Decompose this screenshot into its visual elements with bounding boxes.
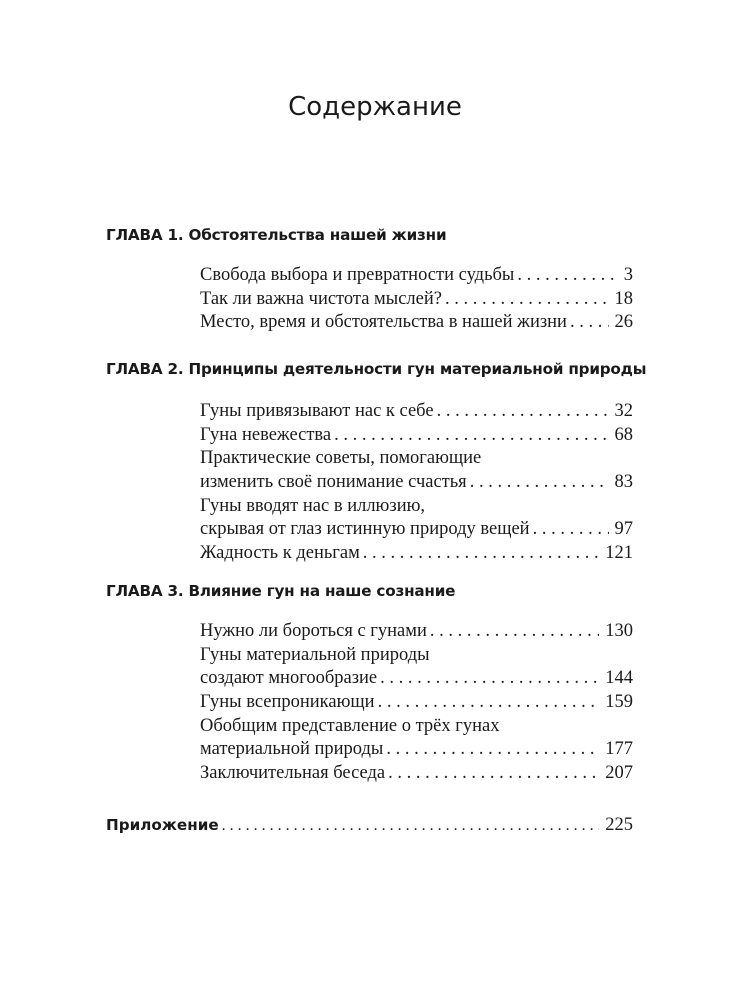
toc-entry-title: Жадность к деньгам [200,543,360,564]
toc-entry-page: 18 [614,288,633,309]
toc-entry[interactable] [200,762,633,786]
toc-entry-title: Гуны материальной природы [200,644,430,665]
leader-dots [331,424,608,448]
toc-entry-title: Обобщим представление о трёх гунах [200,715,500,736]
toc-entry-page: 83 [614,472,633,493]
toc-entry-page: 68 [614,424,633,445]
leader-dots [567,311,609,335]
leader-dots [434,400,609,424]
toc-entry-title: Место, время и обстоятельства в нашей жизни [200,312,567,333]
leader-dots [383,738,599,762]
toc-entry-page: 177 [605,739,633,760]
toc-entry-page: 144 [605,668,633,689]
toc-entry-first-line[interactable] [200,495,633,519]
toc-entry-page: 130 [605,621,633,641]
toc-entry-title: создают многообразие [200,668,378,689]
toc-entry-title: Гуна невежества [200,424,332,445]
leader-dots [219,814,600,838]
leader-dots [530,518,609,542]
appendix-entry[interactable] [106,814,633,838]
toc-entry-title: Гуны всепроникающи [200,692,375,713]
toc-entry-page: 32 [614,401,633,421]
toc-entry-page: 159 [605,692,633,713]
toc-entry-page: 3 [623,265,633,285]
chapter-heading-1: ГЛАВА 1. Обстоятельства нашей жизни [106,226,447,244]
toc-entry-page: 26 [614,312,633,333]
chapter-1-entries [200,264,633,335]
toc-entry-title: скрывая от глаз истинную природу вещей [200,519,530,540]
toc-entry-page: 207 [605,763,633,784]
toc-entry-title: Так ли важна чистота мыслей? [200,288,442,309]
toc-entry[interactable] [200,620,633,644]
chapter-heading-3: ГЛАВА 3. Влияние гун на наше сознание [106,582,456,600]
toc-entry[interactable] [200,311,633,335]
toc-entry-title: Гуны привязывают нас к себе [200,401,434,421]
toc-entry[interactable] [200,738,633,762]
chapter-3-entries [200,620,633,786]
toc-entry-title: материальной природы [200,739,384,760]
leader-dots [377,667,599,691]
toc-entry[interactable] [200,471,633,495]
leader-dots [514,264,617,288]
toc-entry-title: Практические советы, помогающие [200,448,482,469]
toc-entry[interactable] [200,400,633,424]
toc-entry[interactable] [200,518,633,542]
leader-dots [442,288,609,312]
leader-dots [360,542,599,566]
toc-entry-title: Гуны вводят нас в иллюзию, [200,495,426,516]
toc-entry[interactable] [200,264,633,288]
toc-entry-title: Свобода выбора и превратности судьбы [200,265,515,285]
toc-entry-page: 121 [605,543,633,564]
toc-entry[interactable] [200,691,633,715]
toc-entry-title: изменить своё понимание счастья [200,472,467,493]
leader-dots [385,762,599,786]
chapter-heading-2: ГЛАВА 2. Принципы деятельности гун материальной природы [106,360,647,378]
toc-entry-page: 97 [614,519,633,540]
chapter-2-entries [200,400,633,566]
toc-entry[interactable] [200,542,633,566]
toc-entry-title: Заключительная беседа [200,763,386,784]
page-title: Содержание [288,92,462,122]
toc-entry-first-line[interactable] [200,644,633,668]
leader-dots [467,471,609,495]
toc-entry-title: Нужно ли бороться с гунами [200,621,427,641]
appendix-page: 225 [605,815,633,835]
toc-entry[interactable] [200,667,633,691]
toc-entry-first-line[interactable] [200,447,633,471]
leader-dots [427,620,599,644]
appendix-label: Приложение [106,816,219,834]
toc-entry[interactable] [200,424,633,448]
toc-entry-first-line[interactable] [200,715,633,739]
toc-entry[interactable] [200,288,633,312]
leader-dots [375,691,600,715]
